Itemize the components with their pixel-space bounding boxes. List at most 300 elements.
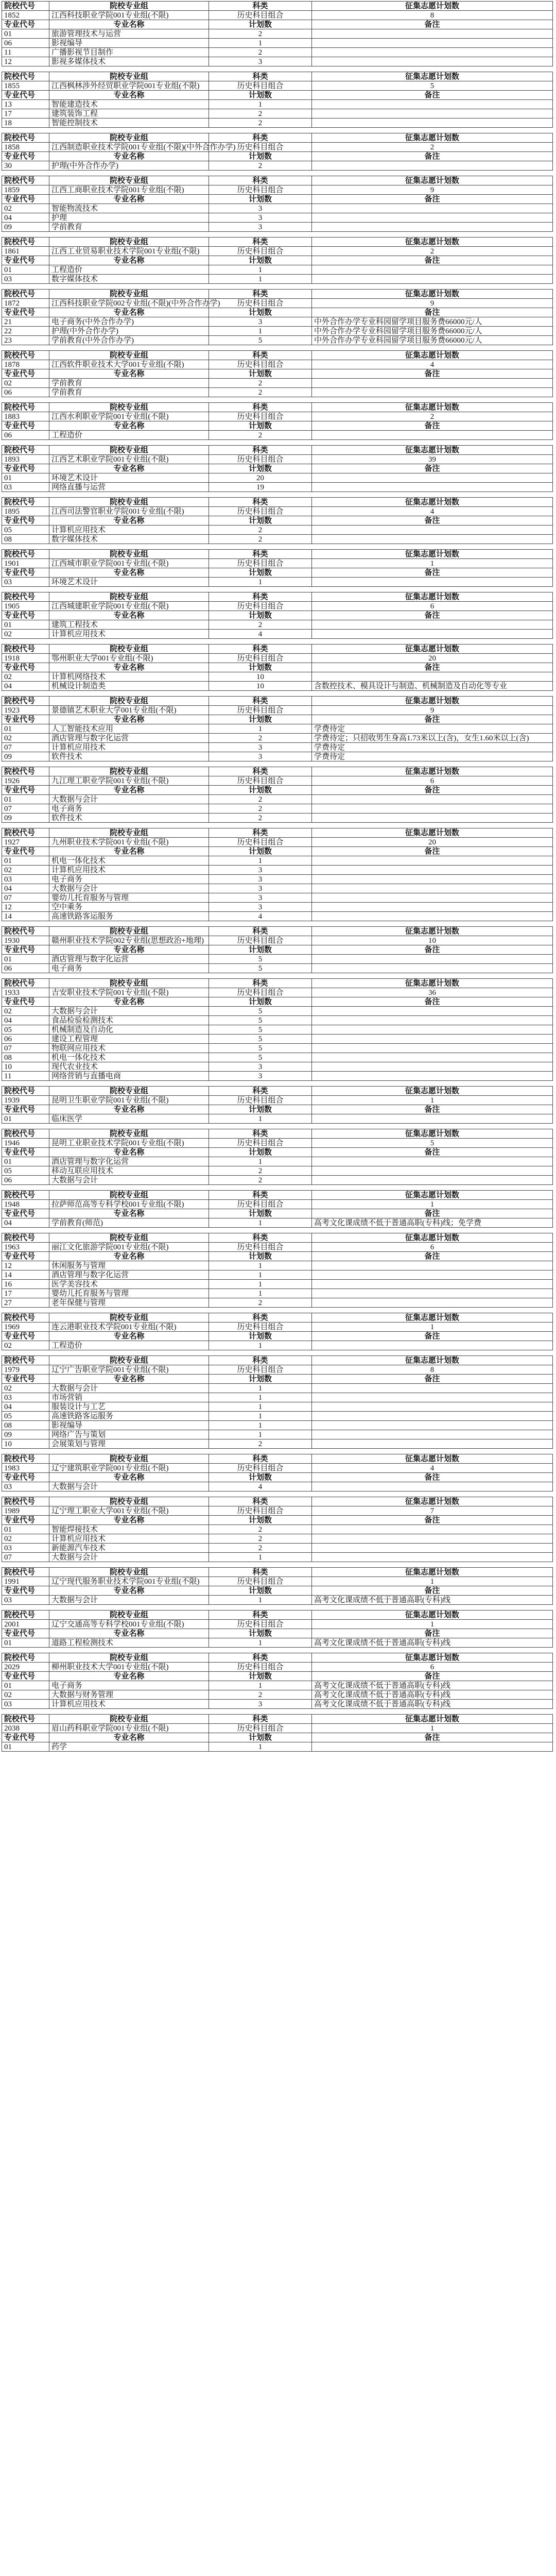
college-code: 1923 (2, 706, 49, 715)
subject-category: 历史科目组合 (209, 360, 312, 369)
major-note (312, 804, 553, 814)
major-note: 高考文化课成绩不低于普通高职(专科)线；免学费 (312, 1218, 553, 1228)
major-plan: 5 (209, 1044, 312, 1053)
major-plan: 3 (209, 866, 312, 875)
major-header: 专业名称 (49, 1516, 209, 1525)
major-row (2, 1421, 553, 1430)
major-code: 08 (2, 1053, 49, 1062)
major-header: 专业名称 (49, 715, 209, 724)
column-header: 院校代号 (2, 979, 49, 988)
column-header: 科类 (209, 351, 312, 360)
major-plan: 1 (209, 1596, 312, 1605)
major-header: 专业名称 (49, 1586, 209, 1596)
major-header: 计划数 (209, 1473, 312, 1482)
major-name: 老年保健与管理 (49, 1298, 209, 1308)
column-header: 科类 (209, 1497, 312, 1506)
major-plan: 3 (209, 223, 312, 232)
major-name: 移动互联应用技术 (49, 1166, 209, 1176)
column-header: 院校专业组 (49, 290, 209, 299)
column-header-row (2, 1129, 553, 1139)
college-group: 江西科技职业学院001专业组(不限) (49, 11, 209, 20)
column-header: 院校专业组 (49, 351, 209, 360)
college-code: 2001 (2, 1620, 49, 1629)
major-name: 环境艺术设计 (49, 473, 209, 483)
column-header: 科类 (209, 1653, 312, 1663)
major-row (2, 1261, 553, 1270)
college-group: 九江理工职业学院001专业组(不限) (49, 776, 209, 786)
major-row (2, 1114, 553, 1124)
major-header: 计划数 (209, 663, 312, 672)
column-header: 科类 (209, 176, 312, 185)
major-code: 11 (2, 1072, 49, 1081)
major-code: 06 (2, 1035, 49, 1044)
major-code: 10 (2, 1062, 49, 1072)
college-row (2, 988, 553, 997)
column-header: 院校专业组 (49, 238, 209, 247)
column-header: 院校代号 (2, 1611, 49, 1620)
college-group: 连云港职业技术学院001专业组(不限) (49, 1323, 209, 1332)
college-row (2, 455, 553, 464)
major-name: 酒店管理与数字化运营 (49, 734, 209, 743)
major-header-row (2, 20, 553, 29)
column-header: 科类 (209, 133, 312, 143)
college-group: 眉山药科职业学院001专业组(不限) (49, 1724, 209, 1733)
column-header: 科类 (209, 290, 312, 299)
major-name: 软件技术 (49, 814, 209, 823)
column-header-row (2, 238, 553, 247)
major-row (2, 118, 553, 128)
column-header-row (2, 1611, 553, 1620)
column-header: 科类 (209, 828, 312, 838)
major-code: 12 (2, 903, 49, 912)
column-header: 院校代号 (2, 1454, 49, 1464)
major-plan: 2 (209, 118, 312, 128)
major-note (312, 1157, 553, 1166)
college-block (2, 445, 553, 492)
major-row (2, 1534, 553, 1544)
major-header-row (2, 91, 553, 100)
major-name: 新能源汽车技术 (49, 1544, 209, 1553)
plan-total: 2 (312, 247, 553, 256)
major-row (2, 630, 553, 639)
plan-total: 4 (312, 507, 553, 516)
major-row (2, 483, 553, 492)
plan-total: 6 (312, 1663, 553, 1672)
column-header: 院校代号 (2, 133, 49, 143)
major-plan: 1 (209, 1384, 312, 1393)
major-header: 计划数 (209, 847, 312, 856)
major-name: 影视多媒体技术 (49, 57, 209, 66)
major-plan: 1 (209, 1430, 312, 1439)
college-block (2, 549, 553, 587)
major-code: 04 (2, 1218, 49, 1228)
column-header: 院校代号 (2, 550, 49, 559)
major-code: 09 (2, 1430, 49, 1439)
major-header: 备注 (312, 91, 553, 100)
major-header: 备注 (312, 715, 553, 724)
major-name: 机械制造及自动化 (49, 1025, 209, 1035)
subject-category: 历史科目组合 (209, 1577, 312, 1586)
major-row (2, 804, 553, 814)
major-header: 备注 (312, 611, 553, 620)
college-code: 1963 (2, 1243, 49, 1252)
major-header: 专业名称 (49, 1148, 209, 1157)
major-plan: 1 (209, 1261, 312, 1270)
college-group: 江西司法警官职业学院001专业组(不限) (49, 507, 209, 516)
major-row (2, 1280, 553, 1289)
major-note (312, 1016, 553, 1025)
major-code: 30 (2, 161, 49, 171)
plan-total: 9 (312, 706, 553, 715)
column-header: 科类 (209, 1611, 312, 1620)
college-row (2, 412, 553, 421)
column-header: 征集志愿计划数 (312, 403, 553, 412)
major-row (2, 795, 553, 804)
column-header: 科类 (209, 403, 312, 412)
college-block (2, 828, 553, 921)
column-header: 征集志愿计划数 (312, 446, 553, 455)
column-header: 科类 (209, 1233, 312, 1243)
major-row (2, 1742, 553, 1752)
major-header: 备注 (312, 308, 553, 317)
tables-container (0, 1, 556, 1752)
major-note (312, 893, 553, 903)
college-code: 1858 (2, 143, 49, 152)
plan-total: 7 (312, 1506, 553, 1516)
major-header: 备注 (312, 997, 553, 1007)
major-header: 专业代号 (2, 516, 49, 526)
plan-total: 4 (312, 1464, 553, 1473)
major-code: 06 (2, 388, 49, 397)
subject-category: 历史科目组合 (209, 776, 312, 786)
major-name: 智能建造技术 (49, 100, 209, 109)
college-block (2, 978, 553, 1081)
major-plan: 4 (209, 1482, 312, 1492)
major-header: 计划数 (209, 308, 312, 317)
major-plan: 2 (209, 734, 312, 743)
major-header: 备注 (312, 1209, 553, 1218)
column-header: 科类 (209, 1313, 312, 1323)
major-plan: 2 (209, 1298, 312, 1308)
column-header: 院校代号 (2, 2, 49, 11)
major-row (2, 473, 553, 483)
major-plan: 1 (209, 100, 312, 109)
major-note (312, 1007, 553, 1016)
plan-total: 20 (312, 654, 553, 663)
major-header: 备注 (312, 1148, 553, 1157)
major-plan: 5 (209, 336, 312, 345)
column-header: 院校代号 (2, 1356, 49, 1365)
major-row (2, 884, 553, 893)
major-header: 备注 (312, 1105, 553, 1114)
college-code: 1926 (2, 776, 49, 786)
major-header-row (2, 1209, 553, 1218)
major-note: 中外合作办学专业科园留学项目服务费66000元/人 (312, 336, 553, 345)
major-header: 计划数 (209, 1672, 312, 1681)
major-code: 14 (2, 1270, 49, 1280)
college-row (2, 81, 553, 91)
major-header: 备注 (312, 1516, 553, 1525)
subject-category: 历史科目组合 (209, 1365, 312, 1375)
major-code: 02 (2, 1384, 49, 1393)
column-header: 院校专业组 (49, 1129, 209, 1139)
subject-category: 历史科目组合 (209, 1200, 312, 1209)
college-group: 江西制造职业技术学院001专业组(不限)(中外合作办学) (49, 143, 209, 152)
major-code: 03 (2, 483, 49, 492)
major-header-row (2, 152, 553, 161)
major-code: 05 (2, 526, 49, 535)
major-header-row (2, 1586, 553, 1596)
column-header: 院校专业组 (49, 72, 209, 81)
major-note: 高考文化课成绩不低于普通高职(专科)线 (312, 1596, 553, 1605)
major-plan: 2 (209, 1166, 312, 1176)
major-note (312, 1298, 553, 1308)
major-name: 智能焊接技术 (49, 1525, 209, 1534)
major-plan: 1 (209, 1412, 312, 1421)
major-header: 计划数 (209, 421, 312, 431)
major-name: 计算机应用技术 (49, 526, 209, 535)
college-group: 辽宁广告职业学院001专业组(不限) (49, 1365, 209, 1375)
major-name: 智能控制技术 (49, 118, 209, 128)
major-code: 02 (2, 1007, 49, 1016)
column-header-row (2, 927, 553, 936)
major-header-row (2, 195, 553, 204)
college-block (2, 1190, 553, 1228)
major-name: 现代农业技术 (49, 1062, 209, 1072)
major-code: 05 (2, 1412, 49, 1421)
major-plan: 5 (209, 1016, 312, 1025)
major-header-row (2, 256, 553, 265)
major-code: 02 (2, 734, 49, 743)
major-plan: 1 (209, 1114, 312, 1124)
major-header: 专业代号 (2, 421, 49, 431)
major-header: 计划数 (209, 1332, 312, 1341)
major-note: 高考文化课成绩不低于普通高职(专科)线 (312, 1700, 553, 1709)
major-header: 备注 (312, 1672, 553, 1681)
column-header: 科类 (209, 1087, 312, 1096)
column-header: 征集志愿计划数 (312, 1233, 553, 1243)
major-code: 04 (2, 884, 49, 893)
major-header: 专业代号 (2, 369, 49, 379)
major-row (2, 955, 553, 964)
major-row (2, 875, 553, 884)
major-header: 备注 (312, 663, 553, 672)
major-header: 专业名称 (49, 91, 209, 100)
major-header: 专业代号 (2, 152, 49, 161)
major-row (2, 1690, 553, 1700)
column-header: 科类 (209, 446, 312, 455)
major-name: 物联网应用技术 (49, 1044, 209, 1053)
major-header: 专业名称 (49, 945, 209, 955)
plan-total: 5 (312, 1139, 553, 1148)
major-code: 05 (2, 1166, 49, 1176)
column-header: 征集志愿计划数 (312, 697, 553, 706)
column-header-row (2, 550, 553, 559)
major-name: 婴幼儿托育服务与管理 (49, 893, 209, 903)
college-group: 拉萨师范高等专科学校001专业组(不限) (49, 1200, 209, 1209)
major-code: 01 (2, 1157, 49, 1166)
major-plan: 3 (209, 743, 312, 752)
column-header: 院校代号 (2, 767, 49, 776)
major-name: 大数据与会计 (49, 795, 209, 804)
column-header: 征集志愿计划数 (312, 1191, 553, 1200)
major-plan: 4 (209, 630, 312, 639)
major-note (312, 473, 553, 483)
column-header-row (2, 697, 553, 706)
column-header: 科类 (209, 72, 312, 81)
major-header: 备注 (312, 516, 553, 526)
major-plan: 19 (209, 483, 312, 492)
major-header: 备注 (312, 152, 553, 161)
column-header: 院校专业组 (49, 1653, 209, 1663)
major-header: 专业名称 (49, 1473, 209, 1482)
major-note: 学费待定；只招收男生身高1.73米以上(含)，女生1.60米以上(含) (312, 734, 553, 743)
major-name: 工程造价 (49, 265, 209, 275)
college-group: 赣州职业技术学院002专业组(思想政治+地理) (49, 936, 209, 945)
major-code: 06 (2, 39, 49, 48)
college-block (2, 133, 553, 171)
major-header: 计划数 (209, 1629, 312, 1638)
major-note: 学费待定 (312, 743, 553, 752)
major-header-row (2, 1148, 553, 1157)
major-code: 01 (2, 620, 49, 630)
column-header: 院校代号 (2, 1715, 49, 1724)
college-row (2, 143, 553, 152)
column-header: 院校代号 (2, 1653, 49, 1663)
subject-category: 历史科目组合 (209, 185, 312, 195)
major-plan: 1 (209, 1280, 312, 1289)
major-header: 计划数 (209, 1209, 312, 1218)
major-code: 04 (2, 1402, 49, 1412)
major-header: 专业名称 (49, 1629, 209, 1638)
major-code: 04 (2, 682, 49, 691)
plan-total: 1 (312, 1323, 553, 1332)
column-header: 征集志愿计划数 (312, 1568, 553, 1577)
major-header: 备注 (312, 1733, 553, 1742)
major-note (312, 1402, 553, 1412)
column-header: 院校代号 (2, 403, 49, 412)
major-name: 食品检验检测技术 (49, 1016, 209, 1025)
major-note (312, 1482, 553, 1492)
major-header: 专业代号 (2, 91, 49, 100)
major-header: 专业代号 (2, 1105, 49, 1114)
column-header: 院校代号 (2, 290, 49, 299)
major-header: 专业代号 (2, 663, 49, 672)
major-plan: 2 (209, 526, 312, 535)
major-header: 计划数 (209, 1148, 312, 1157)
major-header: 专业名称 (49, 1209, 209, 1218)
major-name: 网络广告与策划 (49, 1430, 209, 1439)
major-row (2, 39, 553, 48)
major-name: 智能物流技术 (49, 204, 209, 213)
major-header-row (2, 715, 553, 724)
major-note (312, 1393, 553, 1402)
major-code: 08 (2, 535, 49, 544)
major-plan: 2 (209, 1534, 312, 1544)
major-plan: 2 (209, 535, 312, 544)
major-name: 学前教育 (49, 223, 209, 232)
major-note: 学费待定 (312, 724, 553, 734)
college-code: 2038 (2, 1724, 49, 1733)
major-code: 01 (2, 29, 49, 39)
major-code: 03 (2, 578, 49, 587)
college-code: 1883 (2, 412, 49, 421)
college-code: 1872 (2, 299, 49, 308)
major-header: 专业代号 (2, 1473, 49, 1482)
major-header-row (2, 663, 553, 672)
major-row (2, 903, 553, 912)
column-header: 院校代号 (2, 697, 49, 706)
major-header: 专业代号 (2, 1148, 49, 1157)
major-plan: 3 (209, 1062, 312, 1072)
major-note (312, 48, 553, 57)
college-block (2, 1610, 553, 1648)
major-code: 02 (2, 866, 49, 875)
college-row (2, 507, 553, 516)
column-header-row (2, 351, 553, 360)
column-header: 院校代号 (2, 446, 49, 455)
college-code: 1852 (2, 11, 49, 20)
college-block (2, 592, 553, 639)
college-block (2, 176, 553, 232)
major-name: 休闲服务与管理 (49, 1261, 209, 1270)
subject-category: 历史科目组合 (209, 559, 312, 568)
major-header-row (2, 1516, 553, 1525)
major-row (2, 1166, 553, 1176)
major-note (312, 1261, 553, 1270)
column-header: 院校专业组 (49, 1497, 209, 1506)
major-note (312, 1053, 553, 1062)
major-header: 计划数 (209, 1375, 312, 1384)
major-code: 12 (2, 1261, 49, 1270)
major-code: 01 (2, 1114, 49, 1124)
major-code: 22 (2, 327, 49, 336)
subject-category: 历史科目组合 (209, 1139, 312, 1148)
college-row (2, 1663, 553, 1672)
plan-total: 4 (312, 360, 553, 369)
column-header: 院校专业组 (49, 446, 209, 455)
major-code: 01 (2, 955, 49, 964)
college-code: 2029 (2, 1663, 49, 1672)
major-header: 专业代号 (2, 1375, 49, 1384)
major-header: 专业代号 (2, 1629, 49, 1638)
column-header: 科类 (209, 238, 312, 247)
major-row (2, 682, 553, 691)
major-header: 计划数 (209, 1252, 312, 1261)
major-note (312, 672, 553, 682)
major-note (312, 1044, 553, 1053)
major-header-row (2, 1733, 553, 1742)
major-code: 01 (2, 856, 49, 866)
plan-total: 10 (312, 936, 553, 945)
plan-total: 2 (312, 143, 553, 152)
major-code: 02 (2, 1534, 49, 1544)
major-plan: 1 (209, 1393, 312, 1402)
major-code: 01 (2, 1525, 49, 1534)
major-header: 计划数 (209, 1105, 312, 1114)
college-group: 江西科技职业学院002专业组(不限)(中外合作办学) (49, 299, 209, 308)
major-header: 专业代号 (2, 1586, 49, 1596)
college-row (2, 706, 553, 715)
major-name: 建筑装饰工程 (49, 109, 209, 118)
college-code: 1901 (2, 559, 49, 568)
major-row (2, 1157, 553, 1166)
major-plan: 3 (209, 57, 312, 66)
major-plan: 2 (209, 804, 312, 814)
college-row (2, 1243, 553, 1252)
major-row (2, 1341, 553, 1350)
major-header: 计划数 (209, 20, 312, 29)
